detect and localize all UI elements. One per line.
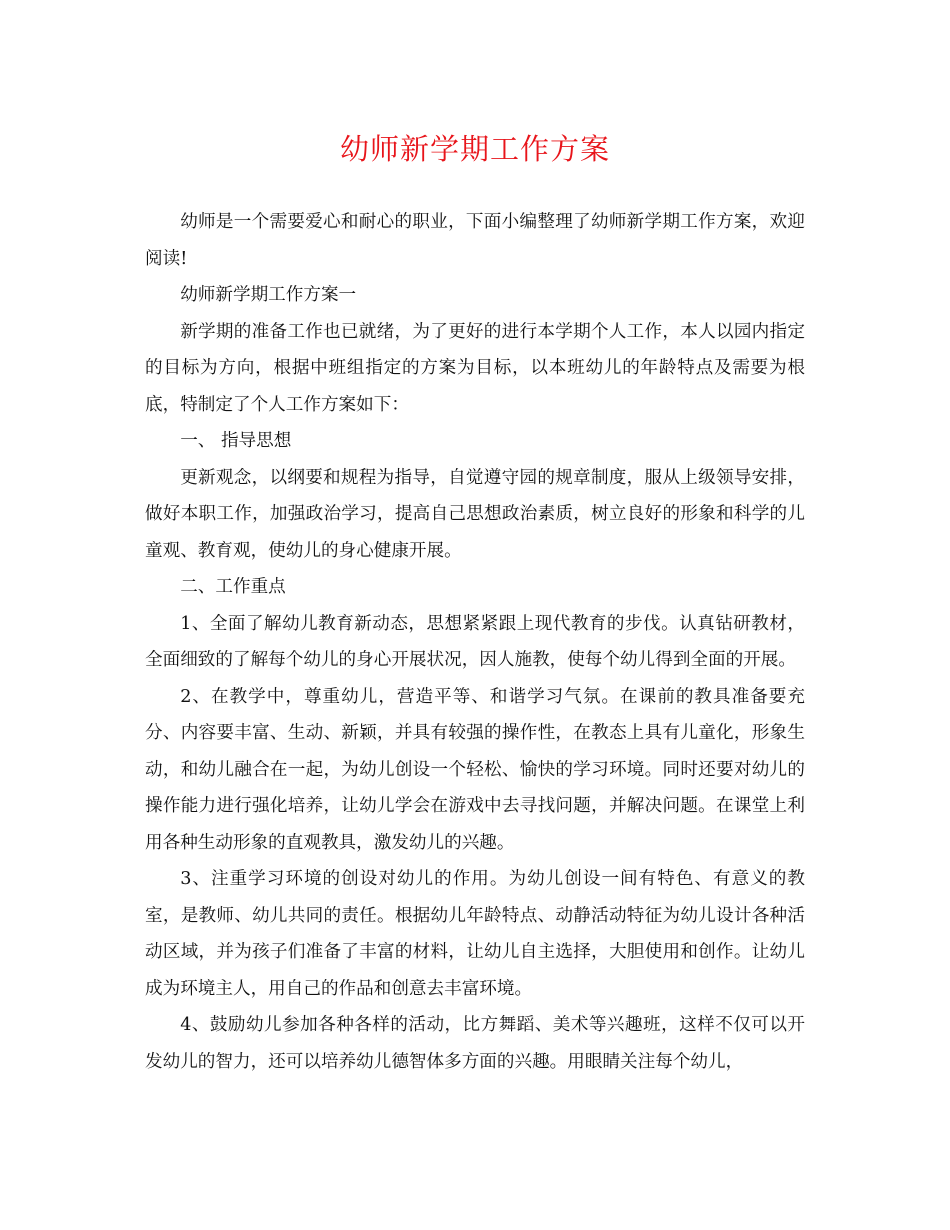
section-heading-work-focus: 二、工作重点: [180, 577, 286, 597]
work-focus-item-3: 3、注重学习环境的创设对幼儿的作用。为幼儿创设一间有特色、有意义的教室，是教师、幼儿共同的责任。根据幼儿年龄特点、动静活动特征为幼儿设计各种活动区域，并为孩子们准备了丰富的材料，让幼儿自主选择，大胆使用和创作。让幼儿成为环境主人，用自己的作品和创意去丰富环境。: [145, 869, 805, 999]
section-heading-guiding-thought: 一、 指导思想: [180, 431, 292, 451]
work-focus-item-4: 4、鼓励幼儿参加各种各样的活动，比方舞蹈、美术等兴趣班，这样不仅可以开发幼儿的智力，还可以培养幼儿德智体多方面的兴趣。用眼睛关注每个幼儿，: [145, 1015, 805, 1072]
guiding-thought-paragraph: 更新观念，以纲要和规程为指导，自觉遵守园的规章制度，服从上级领导安排，做好本职工作，加强政治学习，提高自己思想政治素质，树立良好的形象和科学的儿童观、教育观，使幼儿的身心健康开展。: [145, 467, 805, 561]
intro-paragraph: 幼师是一个需要爱心和耐心的职业，下面小编整理了幼师新学期工作方案，欢迎阅读!: [145, 212, 805, 269]
section-heading-plan-one: 幼师新学期工作方案一: [180, 285, 357, 305]
work-focus-item-2: 2、在教学中，尊重幼儿，营造平等、和谐学习气氛。在课前的教具准备要充分、内容要丰富、生动、新颖，并具有较强的操作性，在教态上具有儿童化，形象生动，和幼儿融合在一起，为幼儿创设一个轻松、愉快的学习环境。同时还要对幼儿的操作能力进行强化培养，让幼儿学会在游戏中去寻找问题，并解决问题。在课堂上利用各种生动形象的直观教具，激发幼儿的兴趣。: [145, 686, 805, 853]
work-focus-item-1: 1、全面了解幼儿教育新动态，思想紧紧跟上现代教育的步伐。认真钻研教材，全面细致的了解每个幼儿的身心开展状况，因人施教，使每个幼儿得到全面的开展。: [145, 613, 805, 670]
document-body: [145, 204, 805, 1080]
document-title: 幼师新学期工作方案: [339, 132, 610, 166]
plan-intro-paragraph: 新学期的准备工作也已就绪，为了更好的进行本学期个人工作，本人以园内指定的目标为方向，根据中班组指定的方案为目标，以本班幼儿的年龄特点及需要为根底，特制定了个人工作方案如下：: [145, 321, 805, 415]
